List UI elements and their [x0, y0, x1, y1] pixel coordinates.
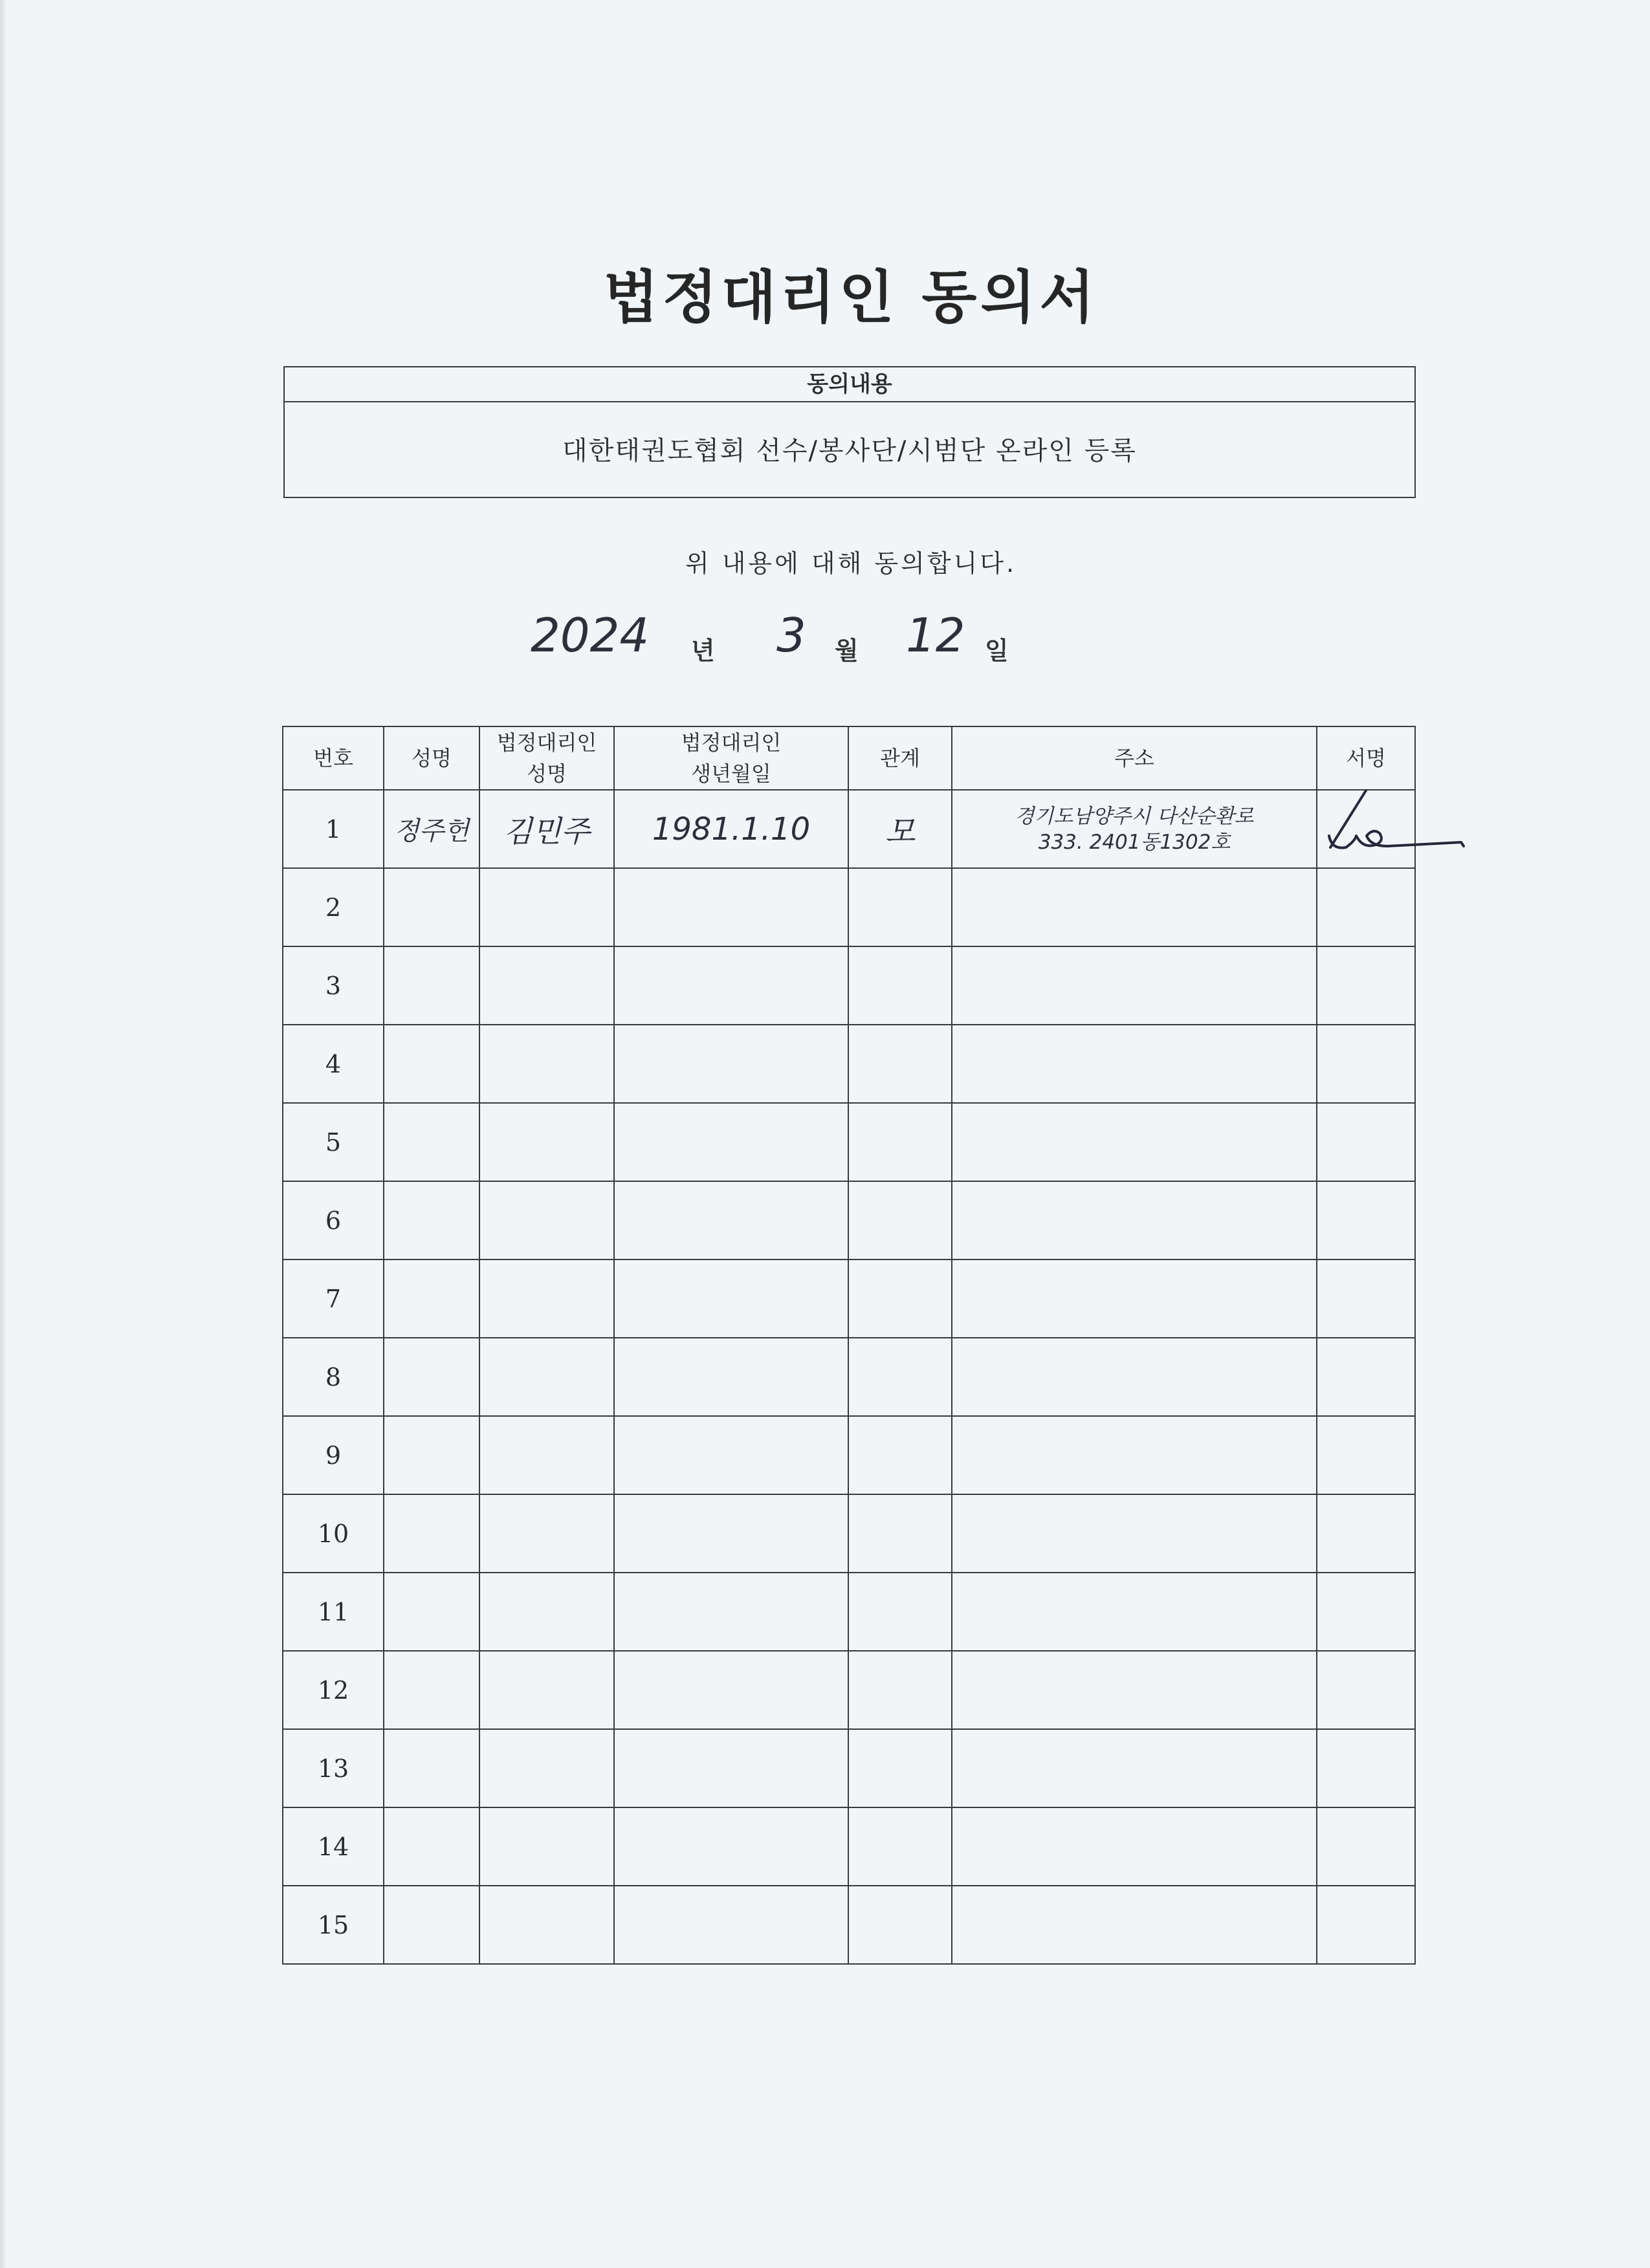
- page-edge: [0, 0, 6, 2268]
- cell-relation[interactable]: [848, 1807, 952, 1886]
- cell-guardian-birth[interactable]: [614, 1259, 848, 1338]
- header-guardian-name-line1: 법정대리인: [496, 730, 597, 755]
- cell-signature[interactable]: [1317, 946, 1415, 1025]
- cell-guardian-name[interactable]: [479, 946, 614, 1025]
- cell-guardian-name[interactable]: [479, 1886, 614, 1964]
- header-guardian-birth-line2: 생년월일: [691, 761, 771, 786]
- date-year[interactable]: 2024: [531, 608, 650, 662]
- cell-guardian-name[interactable]: [479, 868, 614, 946]
- cell-guardian-birth[interactable]: 1981.1.10: [614, 790, 848, 868]
- cell-address[interactable]: [952, 790, 1317, 868]
- cell-name[interactable]: [384, 1494, 479, 1573]
- table-row: [283, 1025, 1415, 1103]
- cell-name[interactable]: [384, 1103, 479, 1181]
- cell-address[interactable]: [952, 1103, 1317, 1181]
- table-row: [283, 1494, 1415, 1573]
- cell-guardian-name[interactable]: [479, 1025, 614, 1103]
- table-row: [283, 790, 1415, 868]
- cell-signature[interactable]: [1317, 868, 1415, 946]
- cell-number: 9: [283, 1416, 384, 1494]
- cell-number: 12: [283, 1651, 384, 1729]
- cell-relation[interactable]: [848, 1416, 952, 1494]
- cell-name[interactable]: 정주헌: [384, 790, 479, 868]
- table-row: [283, 1651, 1415, 1729]
- date-day-unit: 일: [985, 637, 1009, 665]
- cell-signature[interactable]: [1317, 1729, 1415, 1807]
- header-name: 성명: [384, 726, 479, 790]
- cell-address[interactable]: [952, 1807, 1317, 1886]
- cell-name[interactable]: [384, 1573, 479, 1651]
- cell-number: 14: [283, 1807, 384, 1886]
- cell-number: 4: [283, 1025, 384, 1103]
- cell-name[interactable]: [384, 1651, 479, 1729]
- cell-number: 5: [283, 1103, 384, 1181]
- cell-guardian-name[interactable]: [479, 1651, 614, 1729]
- cell-guardian-birth[interactable]: [614, 1025, 848, 1103]
- cell-guardian-birth[interactable]: [614, 868, 848, 946]
- cell-address[interactable]: [952, 1573, 1317, 1651]
- cell-guardian-birth[interactable]: [614, 1651, 848, 1729]
- cell-guardian-birth[interactable]: [614, 1729, 848, 1807]
- cell-guardian-birth[interactable]: [614, 1181, 848, 1259]
- cell-number: 8: [283, 1338, 384, 1416]
- cell-guardian-birth[interactable]: [614, 1416, 848, 1494]
- cell-guardian-birth[interactable]: [614, 946, 848, 1025]
- cell-guardian-name[interactable]: 김민주: [479, 790, 614, 868]
- cell-relation[interactable]: [848, 946, 952, 1025]
- date-month-unit: 월: [835, 637, 859, 665]
- header-guardian-name: [479, 726, 614, 790]
- cell-name[interactable]: [384, 1729, 479, 1807]
- cell-signature[interactable]: [1317, 1886, 1415, 1964]
- table-header-row: [283, 726, 1415, 790]
- cell-number: 7: [283, 1259, 384, 1338]
- cell-guardian-name[interactable]: [479, 1103, 614, 1181]
- cell-address[interactable]: [952, 1651, 1317, 1729]
- cell-guardian-name[interactable]: [479, 1181, 614, 1259]
- cell-signature[interactable]: [1317, 1259, 1415, 1338]
- cell-name[interactable]: [384, 1886, 479, 1964]
- cell-address[interactable]: [952, 868, 1317, 946]
- cell-signature[interactable]: [1317, 1025, 1415, 1103]
- guardian-table: [282, 726, 1416, 1965]
- table-row: [283, 1807, 1415, 1886]
- cell-signature[interactable]: [1317, 1103, 1415, 1181]
- table-row: [283, 1729, 1415, 1807]
- cell-name[interactable]: [384, 868, 479, 946]
- cell-guardian-name[interactable]: [479, 1494, 614, 1573]
- signature-mark: [1317, 791, 1416, 867]
- consent-header: 동의내용: [285, 367, 1414, 402]
- cell-name[interactable]: [384, 1807, 479, 1886]
- cell-name[interactable]: [384, 1338, 479, 1416]
- cell-relation[interactable]: [848, 1338, 952, 1416]
- cell-name[interactable]: [384, 946, 479, 1025]
- cell-relation[interactable]: [848, 1573, 952, 1651]
- cell-number: 10: [283, 1494, 384, 1573]
- cell-relation[interactable]: 모: [848, 790, 952, 868]
- cell-address[interactable]: [952, 1181, 1317, 1259]
- header-signature: 서명: [1317, 726, 1415, 790]
- cell-name[interactable]: [384, 1025, 479, 1103]
- cell-number: 15: [283, 1886, 384, 1964]
- table-row: [283, 868, 1415, 946]
- cell-name[interactable]: [384, 1181, 479, 1259]
- cell-signature[interactable]: [1317, 1416, 1415, 1494]
- cell-address[interactable]: [952, 1259, 1317, 1338]
- cell-guardian-name[interactable]: [479, 1259, 614, 1338]
- date-row: [0, 608, 1650, 673]
- cell-relation[interactable]: [848, 1651, 952, 1729]
- header-relation: 관계: [848, 726, 952, 790]
- cell-address[interactable]: [952, 1494, 1317, 1573]
- cell-name[interactable]: [384, 1259, 479, 1338]
- cell-signature[interactable]: [1317, 1651, 1415, 1729]
- date-day[interactable]: 12: [906, 608, 965, 662]
- header-address: 주소: [952, 726, 1317, 790]
- cell-address[interactable]: [952, 1338, 1317, 1416]
- cell-address-line1: 경기도남양주시 다산순환로: [1015, 804, 1254, 828]
- cell-relation[interactable]: [848, 1025, 952, 1103]
- cell-signature[interactable]: [1317, 1494, 1415, 1573]
- cell-signature[interactable]: [1317, 790, 1415, 868]
- cell-relation[interactable]: [848, 1729, 952, 1807]
- cell-number: 3: [283, 946, 384, 1025]
- cell-relation[interactable]: [848, 1103, 952, 1181]
- cell-address[interactable]: [952, 1416, 1317, 1494]
- agree-statement: 위 내용에 대해 동의합니다.: [685, 549, 1017, 578]
- cell-number: 13: [283, 1729, 384, 1807]
- cell-number: 2: [283, 868, 384, 946]
- cell-signature[interactable]: [1317, 1807, 1415, 1886]
- cell-address[interactable]: [952, 1886, 1317, 1964]
- cell-relation[interactable]: [848, 1494, 952, 1573]
- cell-name[interactable]: [384, 1416, 479, 1494]
- cell-number: 11: [283, 1573, 384, 1651]
- table-row: [283, 1181, 1415, 1259]
- cell-relation[interactable]: [848, 1259, 952, 1338]
- table-row: [283, 1416, 1415, 1494]
- date-year-unit: 년: [691, 637, 715, 665]
- table-row: [283, 1338, 1415, 1416]
- cell-guardian-name[interactable]: [479, 1416, 614, 1494]
- table-row: [283, 946, 1415, 1025]
- cell-address[interactable]: [952, 1025, 1317, 1103]
- cell-guardian-birth[interactable]: [614, 1573, 848, 1651]
- header-guardian-birth-line1: 법정대리인: [681, 730, 782, 755]
- cell-relation[interactable]: [848, 868, 952, 946]
- cell-guardian-birth[interactable]: [614, 1886, 848, 1964]
- cell-number: 6: [283, 1181, 384, 1259]
- cell-guardian-name[interactable]: [479, 1807, 614, 1886]
- consent-body: 대한태권도협회 선수/봉사단/시범단 온라인 등록: [562, 436, 1137, 466]
- cell-signature[interactable]: [1317, 1573, 1415, 1651]
- cell-address[interactable]: [952, 946, 1317, 1025]
- cell-address-line2: 333. 2401동1302호: [1038, 830, 1231, 854]
- table-row: [283, 1259, 1415, 1338]
- table-row: [283, 1103, 1415, 1181]
- cell-relation[interactable]: [848, 1181, 952, 1259]
- cell-guardian-name[interactable]: [479, 1729, 614, 1807]
- table-row: [283, 1886, 1415, 1964]
- cell-guardian-birth[interactable]: [614, 1807, 848, 1886]
- cell-guardian-name[interactable]: [479, 1338, 614, 1416]
- header-guardian-name-line2: 성명: [527, 761, 567, 786]
- cell-guardian-birth[interactable]: [614, 1338, 848, 1416]
- header-number: 번호: [283, 726, 384, 790]
- date-month[interactable]: 3: [776, 608, 806, 662]
- header-guardian-birth: [614, 726, 848, 790]
- cell-guardian-name[interactable]: [479, 1573, 614, 1651]
- cell-number: 1: [283, 790, 384, 868]
- cell-guardian-birth[interactable]: [614, 1103, 848, 1181]
- page-title: 법정대리인 동의서: [603, 263, 1099, 331]
- cell-guardian-birth[interactable]: [614, 1494, 848, 1573]
- table-row: [283, 1573, 1415, 1651]
- cell-address[interactable]: [952, 1729, 1317, 1807]
- cell-relation[interactable]: [848, 1886, 952, 1964]
- cell-signature[interactable]: [1317, 1338, 1415, 1416]
- cell-signature[interactable]: [1317, 1181, 1415, 1259]
- consent-box: [283, 366, 1416, 498]
